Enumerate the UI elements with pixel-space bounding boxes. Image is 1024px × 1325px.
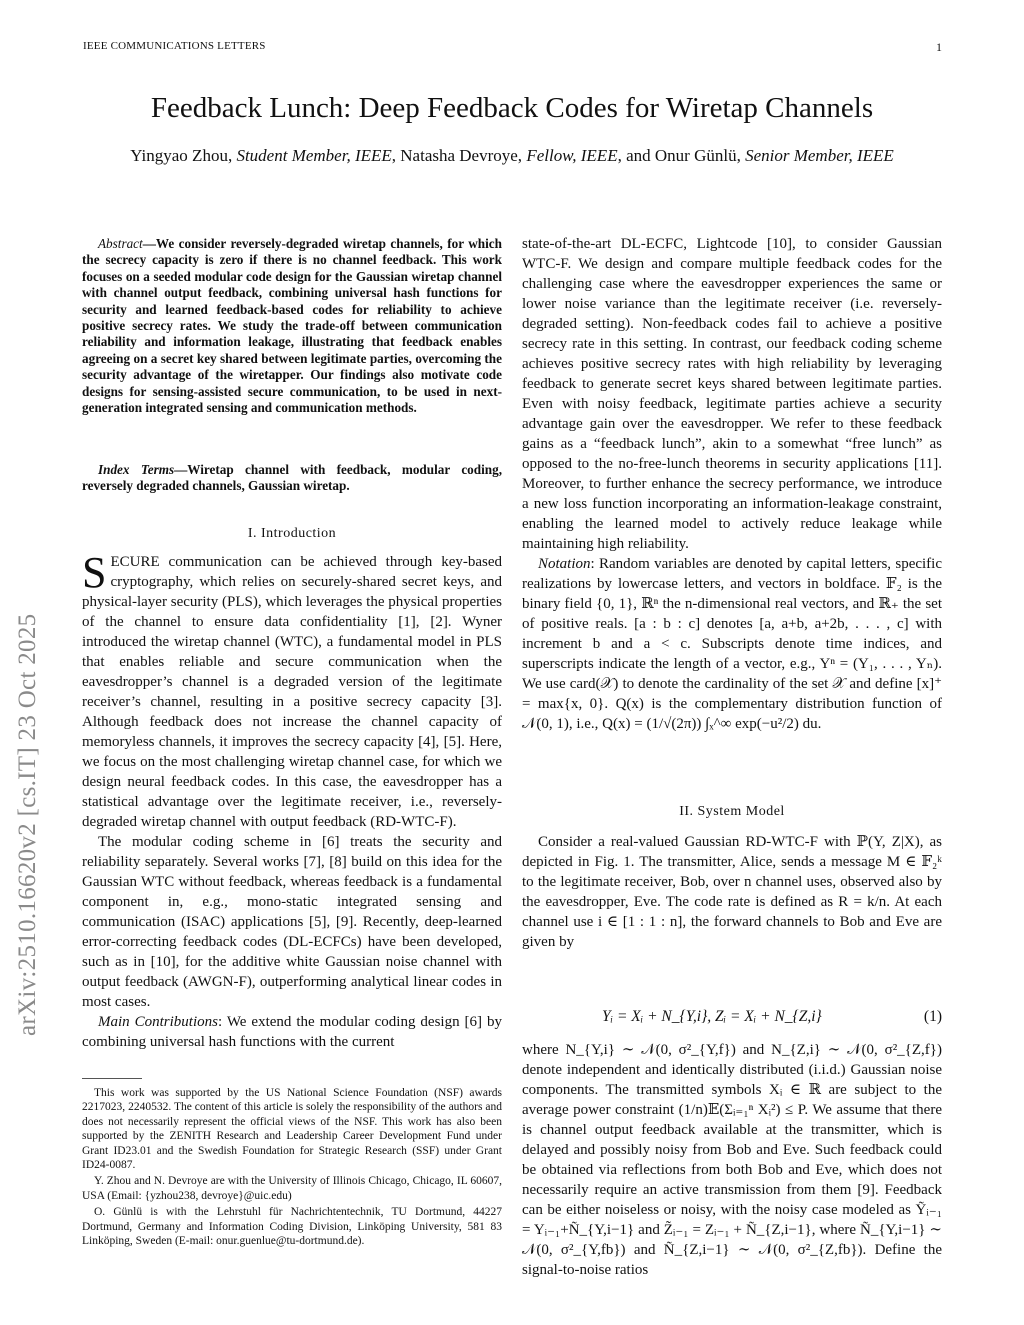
- author-3: , and Onur Günlü,: [617, 146, 746, 165]
- intro-paragraph-1: ECURE communication can be achieved through key-based cryptography, which relies on securely-shared secret keys, and physical-layer security (PLS), which leverages the physical properties of the channel to ensure data confidentiality [1], [2]. Wyner introduced the wiretap channel (WTC), a fundamental model in PLS that enables reliable and secure communication when the eavesdropper’s channel is a degraded version of the legitimate receiver’s channel, resulting in a positive secrecy capacity [3]. Although feedback does not increase the channel capacity of memoryless channels, it improves the secrecy capacity [4], [5]. Here, we focus on the most challenging wiretap channel case, for which we design neural feedback codes. In this case, the eavesdropper has a statistical advantage over the legitimate receiver, i.e., reversely-degraded wiretap channel with output feedback (RD-WTC-F).: [82, 554, 502, 830]
- index-terms: [82, 462, 502, 495]
- arxiv-stamp: arXiv:2510.16620v2 [cs.IT] 23 Oct 2025: [14, 613, 41, 1036]
- intro-paragraph-2: The modular coding scheme in [6] treats the security and reliability separately. Several works [7], [8] build on this idea for the Gaussian WTC without feedback, whereas feedback is a fundamental component in, e.g., mono-static integrated sensing and communication (ISAC) applications [5], [9]. Recently, deep-learned error-correcting feedback codes (DL-ECFCs) have been developed, such as in [10], for the additive white Gaussian noise channel with output feedback (AWGN-F), outperforming analytical linear codes in most cases.: [82, 834, 502, 1010]
- intro-paragraph-3: : We extend the modular coding design [6] by combining universal hash functions with the current: [82, 1014, 502, 1050]
- abstract: [82, 236, 502, 416]
- system-model-continued: [522, 1040, 942, 1280]
- abstract-text: —We consider reversely-degraded wiretap channels, for which the secrecy capacity is zero if there is no channel feedback. This work focuses on a seeded modular code design for the Gaussian wiretap channel with channel output feedback, combining universal hash functions for security and learned feedback-based codes for reliability to achieve positive secrecy rates. We study the trade-off between communication reliability and information leakage, illustrating that feedback enables agreeing on a secret key shared between legitimate parties, overcoming the security advantage of the wiretapper. Our findings also motivate code designs for sensing-assisted secure communication, to be used in next-generation integrated sensing and communication methods.: [82, 236, 502, 416]
- notation-text: : Random variables are denoted by capital letters, specific realizations by lowercase letters, and vectors in boldface. 𝔽₂ is the binary field {0, 1}, ℝⁿ the n-dimensional real vectors, and ℝ₊ the set of positive reals. [a : b : c] denotes [a, a+b, a+2b, . . . , c] with increment b and a < c. Subscripts denote time indices, and superscripts indicate the length of a vector, e.g., Yⁿ = (Y₁, . . . , Yₙ). We use card(𝒳) to denote the cardinality of the set 𝒳 and define [x]⁺ = max{x, 0}. Q(x) is the complementary distribution function of 𝒩(0, 1), i.e., Q(x) = (1/√(2π)) ∫ₓ^∞ exp(−u²/2) du.: [522, 556, 942, 732]
- equation-number: (1): [923, 1008, 942, 1025]
- footnotes: [82, 1086, 502, 1250]
- footnote-affiliation-1: Y. Zhou and N. Devroye are with the University of Illinois Chicago, Chicago, IL 60607, USA (Email: {yzhou238, devroye}@uic.edu): [82, 1175, 502, 1202]
- equation-body: Yᵢ = Xᵢ + N_{Y,i}, Zᵢ = Xᵢ + N_{Z,i}: [602, 1008, 822, 1025]
- system-model-body: [522, 832, 942, 952]
- dropcap: S: [82, 548, 107, 597]
- author-line: [60, 146, 964, 166]
- index-terms-label: Index Terms: [98, 462, 175, 477]
- section-2-heading: II. System Model: [679, 804, 785, 819]
- system-model-paragraph-1: Consider a real-valued Gaussian RD-WTC-F with ℙ(Y, Z|X), as depicted in Fig. 1. The transmitter, Alice, sends a message M ∈ 𝔽₂ᵏ to the legitimate receiver, Bob, over n channel uses, observed also by the eavesdropper, Eve. The code rate is defined as R = k/n. At each channel use i ∈ [1 : 1 : n], the forward channels to Bob and Eve are given by: [522, 834, 942, 950]
- page-number: 1: [936, 40, 942, 54]
- system-model-paragraph-2: where N_{Y,i} ∼ 𝒩(0, σ²_{Y,f}) and N_{Z,i} ∼ 𝒩(0, σ²_{Z,f}) denote independent and identically distributed (i.i.d.) Gaussian noise components. The transmitted symbols Xᵢ ∈ ℝ are subject to the average power constraint (1/n)𝔼(Σᵢ₌₁ⁿ Xᵢ²) ≤ P. We assume that there is channel output feedback available at the transmitter, which is delayed and possibly noisy from Bob and Eve. Such feedback could be obtained via reflections from both Bob and Eve, which does not necessarily require an active transmission from them [9]. Feedback can be either noiseless or noisy, with the noisy case modeled as Ỹᵢ₋₁ = Yᵢ₋₁+Ñ_{Y,i−1} and Z̃ᵢ₋₁ = Zᵢ₋₁ + Ñ_{Z,i−1}, where Ñ_{Y,i−1} ∼ 𝒩(0, σ²_{Y,fb}) and Ñ_{Z,i−1} ∼ 𝒩(0, σ²_{Z,fb}). Define the signal-to-noise ratios: [522, 1042, 942, 1278]
- contributions-label: Main Contributions: [98, 1014, 218, 1030]
- contributions-continued: state-of-the-art DL-ECFC, Lightcode [10], to consider Gaussian WTC-F. We design and compare multiple feedback codes for the challenging case where the eavesdropper experiences the same or lower noise variance than the legitimate receiver (i.e. reversely-degraded setting). Non-feedback codes fail to achieve a positive secrecy rate in this setting. In contrast, our feedback coding scheme achieves positive secrecy rates with high reliability by leveraging feedback to generate secret keys shared between legitimate parties. Even with noisy feedback, legitimate parties achieve a security advantage gain over the eavesdropper. We refer to these feedback gains as a “feedback lunch”, akin to a somewhat “free lunch” as opposed to the no-free-lunch theorems in security applications [11]. Moreover, to further enhance the secrecy performance, we introduce a new loss function incorporating an information-leakage constraint, enabling the learned model to actively reduce leakage while maintaining high reliability.: [522, 236, 942, 552]
- index-terms-text: —Wiretap channel with feedback, modular coding, reversely degraded channels, Gaussian wiretap.: [82, 462, 502, 494]
- author-2-role: Fellow, IEEE: [526, 146, 618, 165]
- abstract-label: Abstract: [98, 236, 143, 251]
- notation-label: Notation: [538, 556, 591, 572]
- right-column-upper: [522, 234, 942, 734]
- paper-title: Feedback Lunch: Deep Feedback Codes for Wiretap Channels: [150, 92, 874, 124]
- author-1: Yingyao Zhou,: [130, 146, 237, 165]
- introduction-body: [82, 548, 502, 1052]
- footnote-rule: [82, 1078, 142, 1079]
- running-head: IEEE COMMUNICATIONS LETTERS: [83, 40, 266, 52]
- author-1-role: Student Member, IEEE: [236, 146, 392, 165]
- footnote-affiliation-2: O. Günlü is with the Lehrstuhl für Nachrichtentechnik, TU Dortmund, 44227 Dortmund, Germany and Information Coding Division, Linköping University, 581 83 Linköping, Sweden (E-mail: onur.guenlue@tu-dortmund.de).: [82, 1206, 502, 1248]
- section-1-heading: I. Introduction: [247, 526, 337, 541]
- author-2: , Natasha Devroye,: [391, 146, 527, 165]
- author-3-role: Senior Member, IEEE: [745, 146, 894, 165]
- footnote-funding: This work was supported by the US National Science Foundation (NSF) awards 2217023, 2240532. The content of this article is solely the responsibility of the authors and does not necessarily represent the official views of the NSF. This work has also been supported by the ZENITH Research and Leadership Career Development Fund under Grant ID23.01 and the Swedish Foundation for Strategic Research (SSF) under Grant ID24-0087.: [82, 1087, 502, 1172]
